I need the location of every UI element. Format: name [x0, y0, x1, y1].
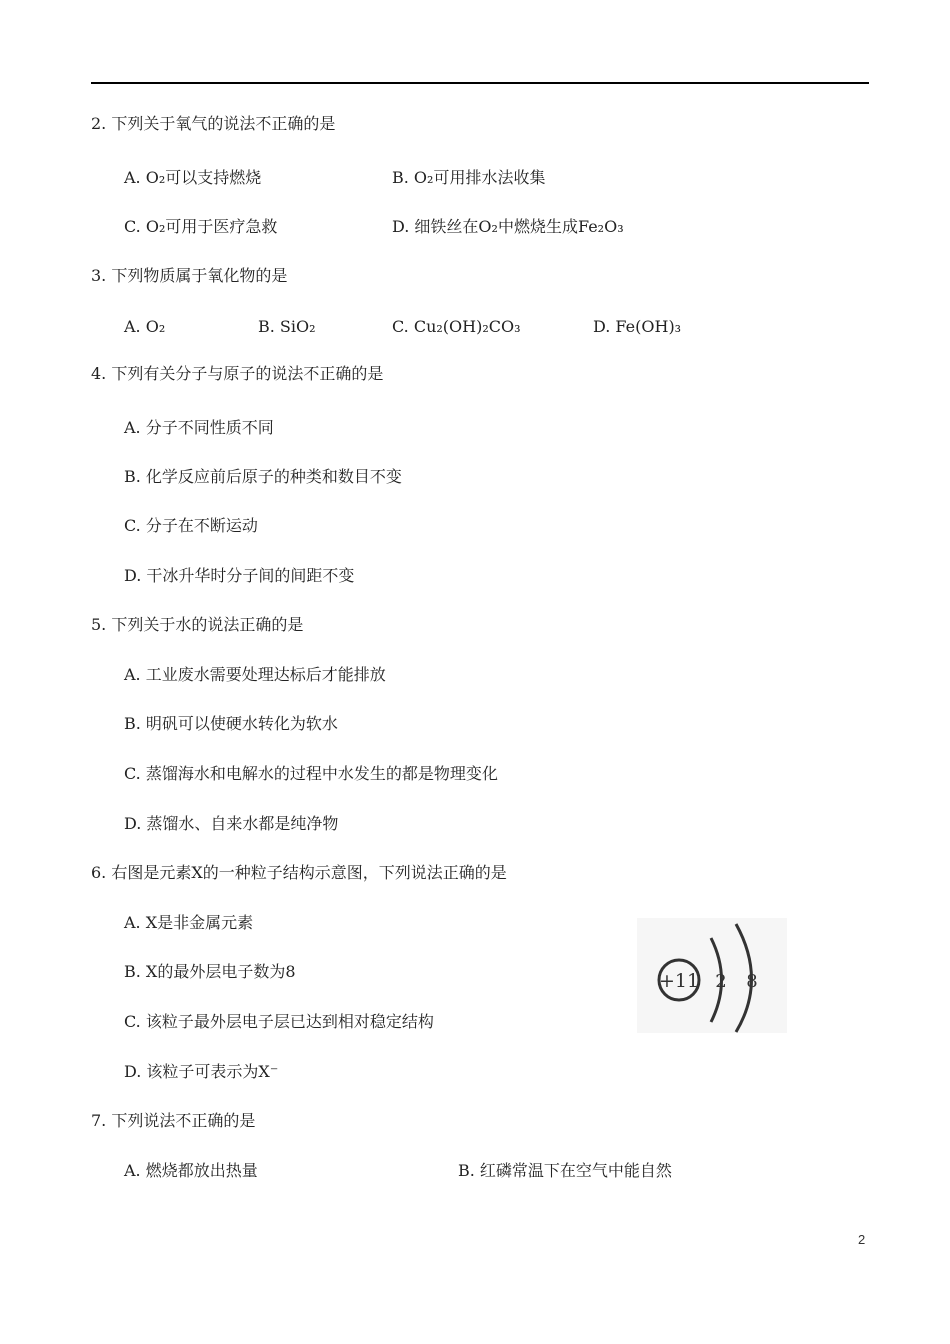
question-6-option-b: B. X的最外层电子数为8: [124, 962, 296, 981]
question-3-option-b: B. SiO₂: [258, 317, 316, 336]
question-3-option-d: D. Fe(OH)₃: [593, 317, 682, 336]
shell-1-electrons: 2: [715, 971, 727, 992]
question-4-option-b: B. 化学反应前后原子的种类和数目不变: [124, 467, 402, 486]
question-4-option-a: A. 分子不同性质不同: [124, 418, 274, 437]
question-2-option-d: D. 细铁丝在O₂中燃烧生成Fe₂O₃: [392, 217, 624, 236]
shell-2-electrons: 8: [746, 971, 758, 992]
question-5-option-b: B. 明矾可以使硬水转化为软水: [124, 714, 338, 733]
question-6-option-c: C. 该粒子最外层电子层已达到相对稳定结构: [124, 1012, 434, 1031]
question-5-stem: 5. 下列关于水的说法正确的是: [91, 615, 304, 634]
question-3-option-c: C. Cu₂(OH)₂CO₃: [392, 317, 521, 336]
nucleus-charge: +11: [658, 970, 700, 992]
header-rule: [91, 82, 869, 84]
question-6-option-d: D. 该粒子可表示为X⁻: [124, 1062, 279, 1081]
question-3-stem: 3. 下列物质属于氧化物的是: [91, 266, 288, 285]
question-4-option-d: D. 干冰升华时分子间的间距不变: [124, 566, 355, 585]
question-4-option-c: C. 分子在不断运动: [124, 516, 258, 535]
question-3-option-a: A. O₂: [124, 317, 166, 336]
question-5-option-a: A. 工业废水需要处理达标后才能排放: [124, 665, 386, 684]
particle-structure-diagram: [637, 918, 787, 1033]
question-2-stem: 2. 下列关于氧气的说法不正确的是: [91, 114, 336, 133]
question-6-stem: 6. 右图是元素X的一种粒子结构示意图，下列说法正确的是: [91, 863, 507, 882]
question-7-stem: 7. 下列说法不正确的是: [91, 1111, 256, 1130]
page-number: 2: [858, 1232, 866, 1247]
question-6-option-a: A. X是非金属元素: [124, 913, 254, 932]
question-2-option-b: B. O₂可用排水法收集: [392, 168, 546, 187]
question-4-stem: 4. 下列有关分子与原子的说法不正确的是: [91, 364, 384, 383]
question-5-option-c: C. 蒸馏海水和电解水的过程中水发生的都是物理变化: [124, 764, 498, 783]
question-2-option-c: C. O₂可用于医疗急救: [124, 217, 278, 236]
question-7-option-a: A. 燃烧都放出热量: [124, 1161, 258, 1180]
question-5-option-d: D. 蒸馏水、自来水都是纯净物: [124, 814, 339, 833]
question-7-option-b: B. 红磷常温下在空气中能自然: [458, 1161, 672, 1180]
question-2-option-a: A. O₂可以支持燃烧: [124, 168, 262, 187]
